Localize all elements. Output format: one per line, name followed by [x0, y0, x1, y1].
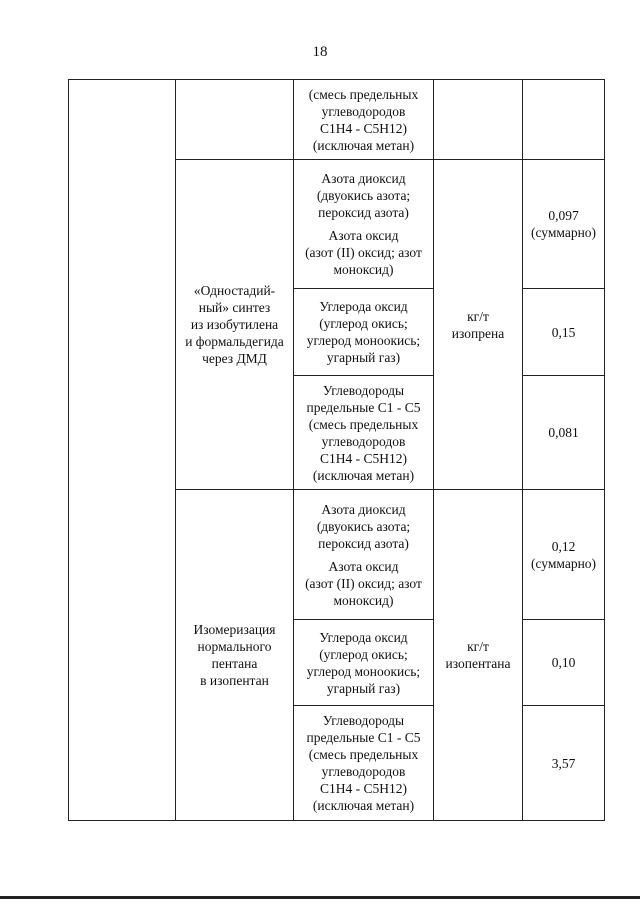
substance-text: Азота диоксид (двуокись азота; пероксид азота) [316, 171, 411, 220]
substance-text: Углерода оксид (углерод окись; углерод моноокись; угарный газ) [306, 629, 421, 696]
page-number: 18 [312, 44, 328, 60]
value-cell [523, 160, 605, 289]
substance-text: Азота оксид (азот (II) оксид; азот моноксид) [305, 558, 422, 608]
value-cell [523, 706, 605, 821]
process-cell [176, 160, 294, 490]
unit-text: кг/т изопентана [445, 639, 511, 671]
value-text: 3,57 [551, 755, 576, 771]
table-row [69, 80, 605, 160]
value-text: 0,081 [548, 425, 579, 440]
category-cell [69, 80, 176, 821]
substance-cell [294, 376, 434, 490]
substance-text: Азота диоксид (двуокись азота; пероксид азота) [316, 501, 411, 551]
substance-text: Углеводороды предельные C1 - C5 (смесь предельных углеводородов C1H4 - C5H12) (исключая метан) [306, 382, 421, 483]
process-cell [176, 80, 294, 160]
unit-cell [434, 80, 523, 160]
process-cell [176, 490, 294, 821]
substance-text: (смесь предельных углеводородов C1H4 - C5H12) (исключая метан) [308, 86, 419, 153]
value-cell [523, 289, 605, 376]
value-cell [523, 620, 605, 706]
substance-cell [294, 620, 434, 706]
value-text: 0,15 [551, 324, 576, 340]
substance-text: Углеводороды предельные C1 - C5 (смесь предельных углеводородов C1H4 - C5H12) (исключая метан) [306, 713, 421, 813]
value-text: 0,12 (суммарно) [530, 538, 597, 571]
substance-cell [294, 80, 434, 160]
value-cell [523, 490, 605, 620]
unit-cell [434, 160, 523, 490]
value-cell [523, 80, 605, 160]
substance-text: Азота оксид (азот (II) оксид; азот моноксид) [305, 228, 422, 277]
value-text: 0,097 (суммарно) [530, 208, 597, 240]
substance-cell [294, 490, 434, 620]
unit-cell [434, 490, 523, 821]
substance-cell [294, 289, 434, 376]
substance-cell [294, 706, 434, 821]
substance-cell [294, 160, 434, 289]
unit-text: кг/т изопрена [451, 308, 505, 341]
value-cell [523, 376, 605, 490]
process-text: Изомеризация нормального пентана в изопентан [193, 622, 276, 688]
value-text: 0,10 [551, 655, 576, 670]
bottom-border [0, 896, 640, 899]
process-text: «Одностадий- ный» синтез из изобутилена и формальдегида через ДМД [185, 283, 284, 366]
emissions-table [68, 79, 605, 821]
substance-text: Углерода оксид (углерод окись; углерод моноокись; угарный газ) [306, 299, 421, 365]
